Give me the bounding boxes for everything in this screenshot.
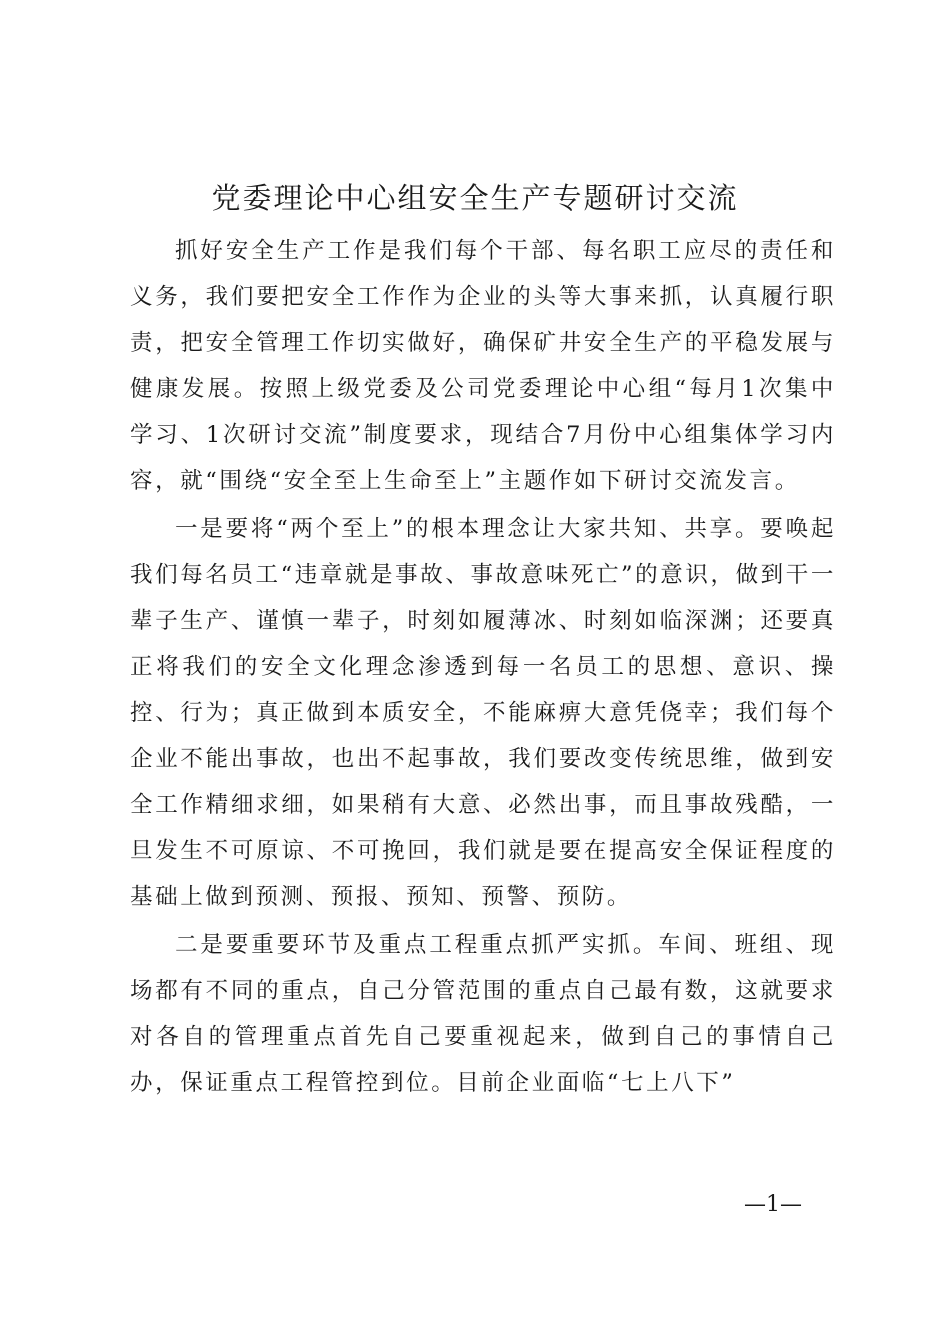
paragraph-point-two: 二是要重要环节及重点工程重点抓严实抓。车间、班组、现场都有不同的重点，自己分管范围的重点自己最有数，这就要求对各自的管理重点首先自己要重视起来，做到自己的事情自己办，保证重点工程管控到位。目前企业面临“七上八下” (130, 932, 836, 1096)
paragraph-intro: 抓好安全生产工作是我们每个干部、每名职工应尽的责任和义务，我们要把安全工作作为企业的头等大事来抓，认真履行职责，把安全管理工作切实做好，确保矿井安全生产的平稳发展与健康发展。按照上级党委及公司党委理论中心组“每月1次集中学习、1次研讨交流”制度要求，现结合7月份中心组集体学习内容，就“围绕“安全至上生命至上”主题作如下研讨交流发言。 (130, 238, 836, 494)
document-body (130, 228, 836, 1108)
page-number: —1— (744, 1192, 802, 1217)
document-title: 党委理论中心组安全生产专题研讨交流 (211, 181, 739, 215)
paragraph-point-one: 一是要将“两个至上”的根本理念让大家共知、共享。要唤起我们每名员工“违章就是事故、事故意味死亡”的意识，做到干一辈子生产、谨慎一辈子，时刻如履薄冰、时刻如临深渊；还要真正将我们的安全文化理念渗透到每一名员工的思想、意识、操控、行为；真正做到本质安全，不能麻痹大意凭侥幸；我们每个企业不能出事故，也出不起事故，我们要改变传统思维，做到安全工作精细求细，如果稍有大意、必然出事，而且事故残酷，一旦发生不可原谅、不可挽回，我们就是要在提高安全保证程度的基础上做到预测、预报、预知、预警、预防。 (130, 516, 836, 910)
